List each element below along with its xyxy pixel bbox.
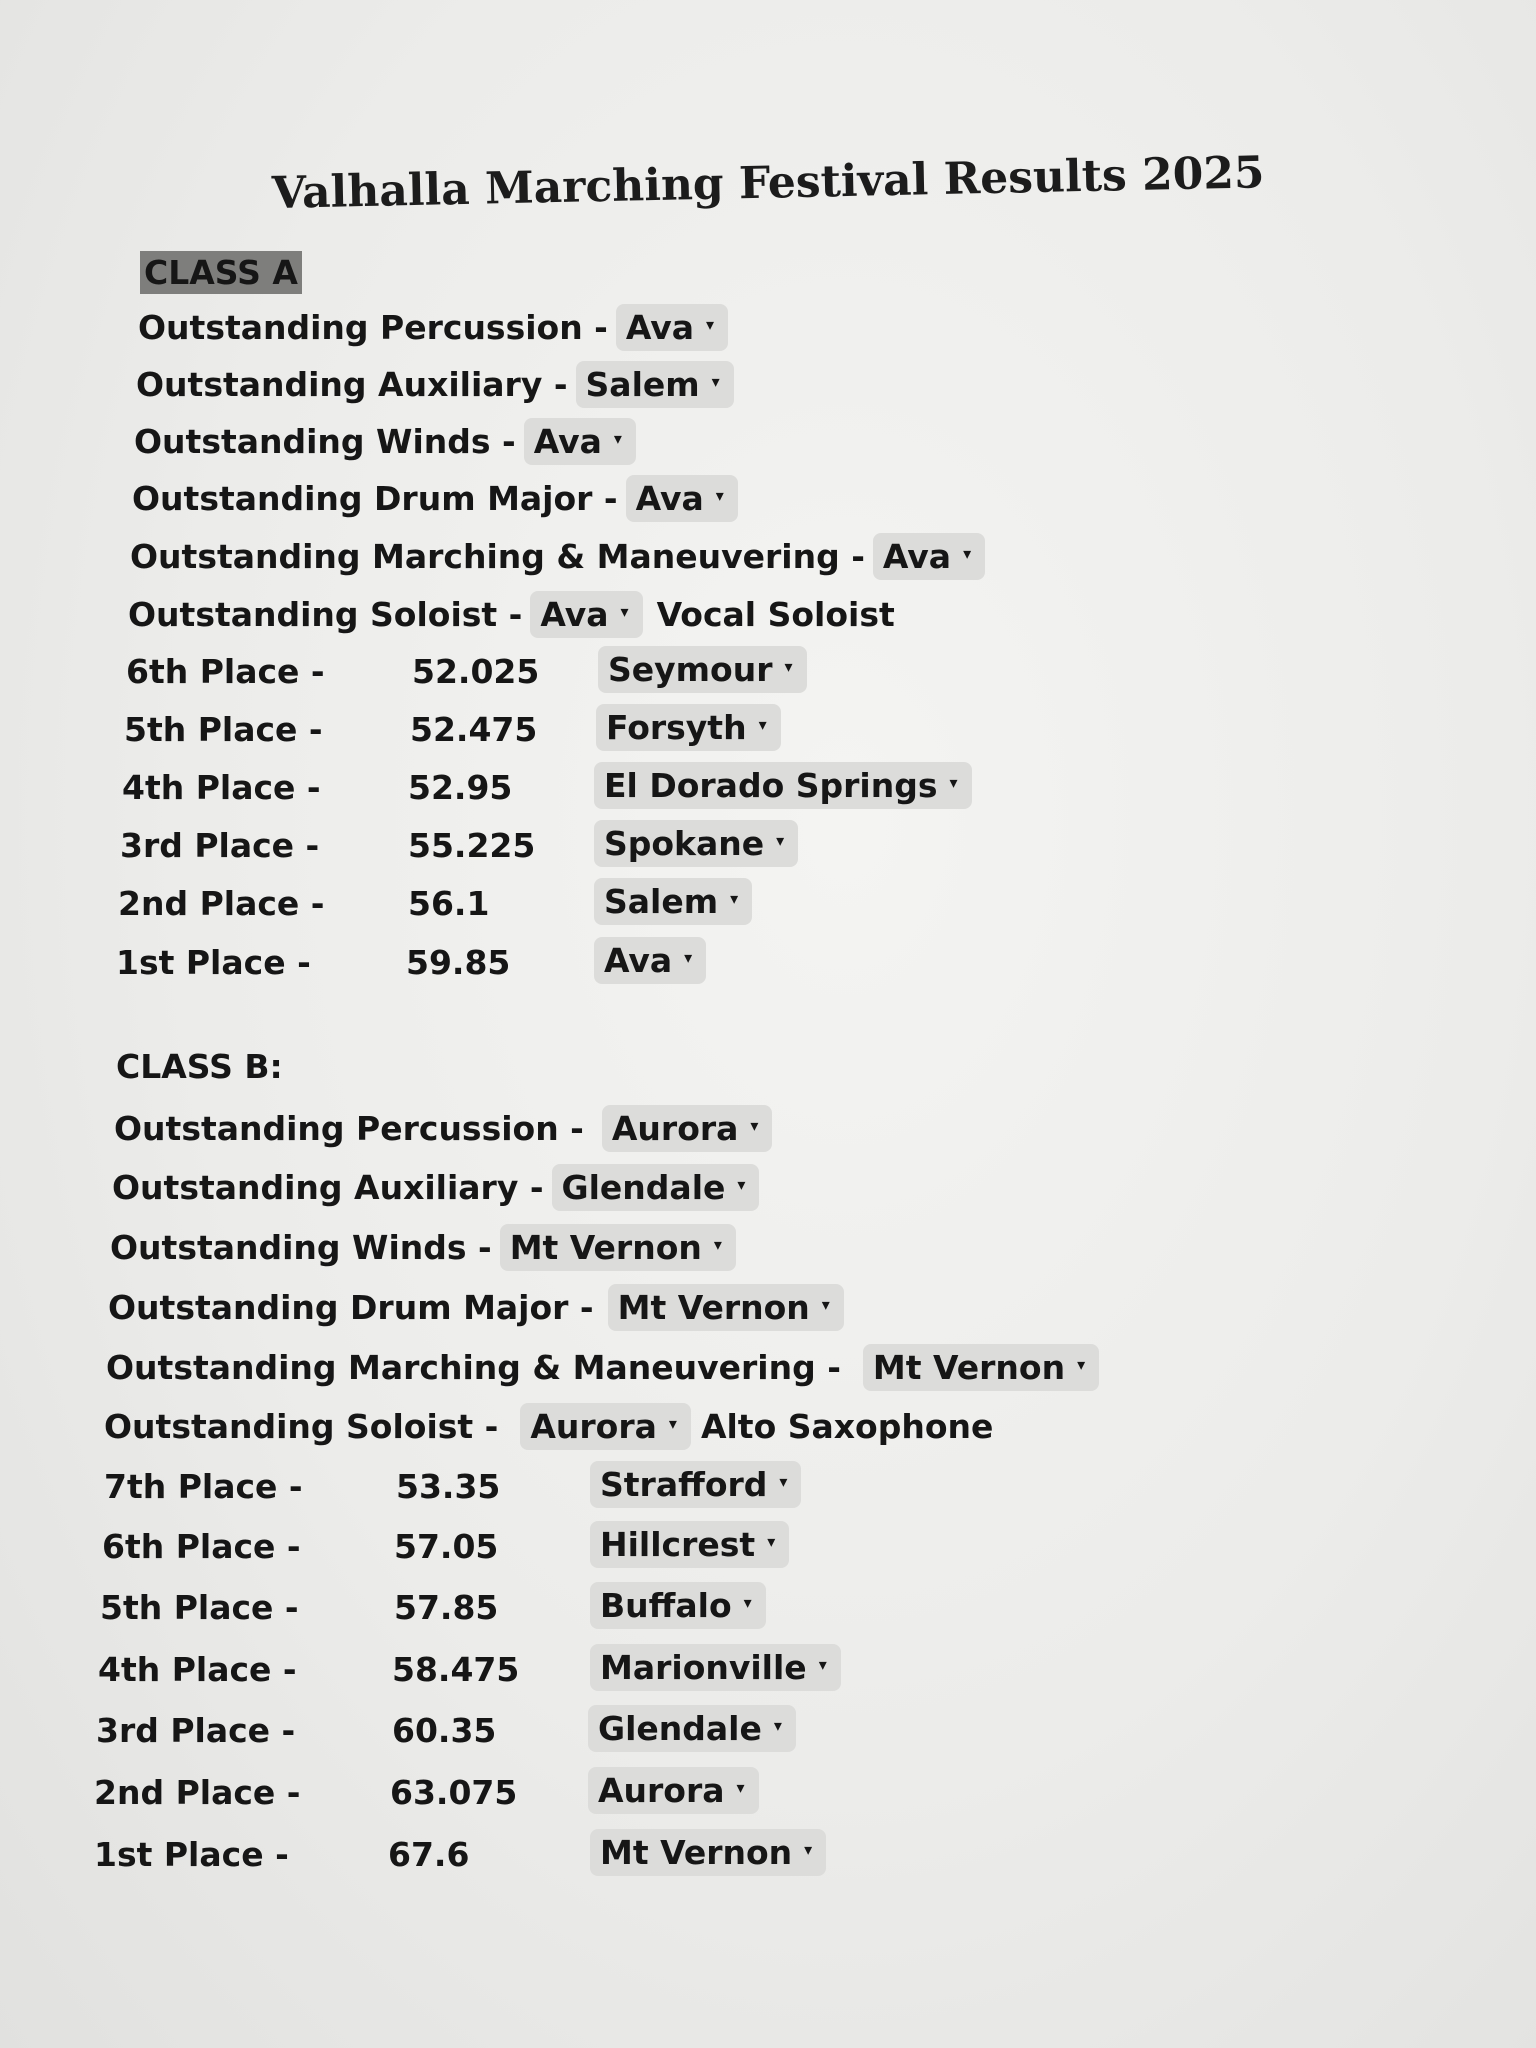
caret-down-icon: ▾ — [711, 371, 720, 391]
winner-name: Ava — [635, 478, 704, 518]
winner-name: Ava — [540, 594, 609, 634]
placing-row — [96, 1705, 996, 1755]
award-row — [106, 1342, 1099, 1392]
placing-row — [102, 1521, 1002, 1571]
caret-down-icon: ▾ — [684, 948, 693, 967]
team-name: Glendale — [598, 1709, 762, 1748]
caret-down-icon: ▾ — [668, 1413, 677, 1433]
winner-name: Salem — [585, 364, 700, 404]
class-a-heading — [140, 253, 302, 292]
caret-down-icon: ▾ — [713, 1234, 722, 1254]
winner-dropdown[interactable] — [602, 1105, 773, 1152]
soloist-instrument: Vocal Soloist — [656, 594, 895, 634]
winner-dropdown[interactable] — [863, 1344, 1099, 1391]
team-name: Hillcrest — [600, 1525, 756, 1564]
award-row — [108, 1282, 844, 1332]
placing-row — [118, 878, 1018, 928]
winner-dropdown[interactable] — [873, 533, 985, 580]
winner-dropdown[interactable] — [552, 1164, 760, 1211]
winner-name: Ava — [625, 307, 695, 347]
placing-row — [116, 937, 1016, 987]
placing-row — [126, 646, 1026, 696]
score: 52.025 — [412, 652, 540, 691]
caret-down-icon: ▾ — [730, 889, 739, 908]
caret-down-icon: ▾ — [620, 601, 629, 621]
caret-down-icon: ▾ — [743, 1593, 752, 1612]
placing-row — [100, 1582, 1000, 1632]
place-label: 4th Place - — [122, 768, 321, 807]
placing-row — [120, 820, 1020, 870]
caret-down-icon: ▾ — [767, 1532, 776, 1551]
team-dropdown[interactable] — [588, 1705, 796, 1752]
winner-name: Mt Vernon — [872, 1347, 1066, 1387]
placing-row — [104, 1461, 1004, 1511]
score: 52.475 — [410, 710, 538, 749]
award-row — [136, 359, 734, 409]
award-label: Outstanding Marching & Maneuvering - — [106, 1347, 841, 1387]
team-dropdown[interactable] — [594, 820, 798, 867]
team-name: Salem — [604, 882, 719, 921]
caret-down-icon: ▾ — [821, 1294, 830, 1314]
team-name: Ava — [604, 941, 673, 980]
winner-name: Mt Vernon — [509, 1227, 702, 1267]
winner-dropdown[interactable] — [608, 1284, 844, 1331]
team-name: Mt Vernon — [600, 1833, 793, 1872]
place-label: 6th Place - — [102, 1527, 301, 1566]
team-name: Aurora — [598, 1771, 725, 1810]
place-label: 2nd Place - — [118, 884, 325, 923]
winner-name: Mt Vernon — [617, 1287, 810, 1327]
caret-down-icon: ▾ — [776, 831, 785, 850]
award-row — [132, 473, 738, 523]
caret-down-icon: ▾ — [758, 715, 767, 734]
score: 52.95 — [408, 768, 513, 807]
place-label: 1st Place - — [94, 1835, 289, 1874]
caret-down-icon: ▾ — [1077, 1354, 1086, 1374]
team-name: Forsyth — [606, 708, 747, 747]
winner-name: Ava — [882, 536, 952, 576]
place-label: 4th Place - — [98, 1650, 297, 1689]
award-row — [112, 1162, 759, 1212]
score: 57.05 — [394, 1527, 499, 1566]
team-dropdown[interactable] — [590, 1461, 801, 1508]
soloist-instrument: Alto Saxophone — [700, 1406, 994, 1446]
score: 53.35 — [396, 1467, 501, 1506]
award-row — [130, 531, 985, 581]
winner-dropdown[interactable] — [500, 1224, 736, 1271]
team-dropdown[interactable] — [596, 704, 781, 751]
placing-row — [94, 1829, 994, 1879]
award-label: Outstanding Drum Major - — [132, 478, 618, 518]
score: 67.6 — [388, 1835, 470, 1874]
winner-name: Glendale — [561, 1167, 726, 1207]
award-row — [114, 1103, 772, 1153]
score: 63.075 — [390, 1773, 518, 1812]
winner-dropdown[interactable] — [616, 304, 728, 351]
caret-down-icon: ▾ — [963, 543, 972, 563]
winner-name: Aurora — [530, 1406, 657, 1446]
team-dropdown[interactable] — [590, 1582, 766, 1629]
place-label: 3rd Place - — [120, 826, 320, 865]
caret-down-icon: ▾ — [736, 1778, 745, 1797]
caret-down-icon: ▾ — [613, 428, 622, 448]
award-label: Outstanding Soloist - — [104, 1406, 499, 1446]
team-name: El Dorado Springs — [604, 766, 938, 805]
score: 58.475 — [392, 1650, 520, 1689]
award-label: Outstanding Soloist - — [128, 594, 523, 634]
team-dropdown[interactable] — [594, 937, 706, 984]
caret-down-icon: ▾ — [715, 485, 724, 505]
team-dropdown[interactable] — [594, 878, 752, 925]
award-row — [134, 416, 636, 466]
winner-dropdown[interactable] — [576, 361, 734, 408]
score: 56.1 — [408, 884, 490, 923]
winner-dropdown[interactable] — [530, 591, 642, 638]
winner-dropdown[interactable] — [626, 475, 738, 522]
placing-row — [122, 762, 1022, 812]
award-label: Outstanding Drum Major - — [108, 1287, 594, 1327]
place-label: 7th Place - — [104, 1467, 303, 1506]
winner-dropdown[interactable] — [524, 418, 636, 465]
team-dropdown[interactable] — [598, 646, 807, 693]
team-name: Strafford — [600, 1465, 768, 1504]
place-label: 6th Place - — [126, 652, 325, 691]
caret-down-icon: ▾ — [949, 773, 958, 792]
score: 60.35 — [392, 1711, 497, 1750]
score: 59.85 — [406, 943, 511, 982]
caret-down-icon: ▾ — [804, 1840, 813, 1859]
team-dropdown[interactable] — [594, 762, 972, 809]
caret-down-icon: ▾ — [784, 657, 793, 676]
team-dropdown[interactable] — [590, 1521, 789, 1568]
award-row — [138, 302, 728, 352]
team-name: Seymour — [608, 650, 773, 689]
team-name: Marionville — [600, 1648, 807, 1687]
place-label: 5th Place - — [100, 1588, 299, 1627]
award-label: Outstanding Winds - — [110, 1227, 492, 1267]
team-dropdown[interactable] — [590, 1644, 841, 1691]
award-row — [110, 1222, 736, 1272]
score: 55.225 — [408, 826, 536, 865]
award-label: Outstanding Winds - — [134, 421, 516, 461]
place-label: 2nd Place - — [94, 1773, 301, 1812]
score: 57.85 — [394, 1588, 499, 1627]
place-label: 3rd Place - — [96, 1711, 296, 1750]
caret-down-icon: ▾ — [818, 1655, 827, 1674]
team-dropdown[interactable] — [590, 1829, 826, 1876]
winner-name: Ava — [533, 421, 602, 461]
award-row — [104, 1401, 993, 1451]
caret-down-icon: ▾ — [773, 1716, 782, 1735]
award-row — [128, 589, 895, 639]
award-label: Outstanding Percussion - — [114, 1108, 584, 1148]
caret-down-icon: ▾ — [779, 1472, 788, 1491]
caret-down-icon: ▾ — [706, 314, 715, 334]
team-dropdown[interactable] — [588, 1767, 759, 1814]
award-label: Outstanding Auxiliary - — [112, 1167, 544, 1207]
page-title: Valhalla Marching Festival Results 2025 — [271, 147, 1266, 219]
place-label: 5th Place - — [124, 710, 323, 749]
placing-row — [94, 1767, 994, 1817]
class-b-heading: CLASS B: — [116, 1047, 283, 1086]
class-a-heading-text: CLASS A — [140, 251, 302, 294]
award-label: Outstanding Marching & Maneuvering - — [130, 536, 865, 576]
placing-row — [124, 704, 1024, 754]
place-label: 1st Place - — [116, 943, 311, 982]
award-label: Outstanding Auxiliary - — [136, 364, 568, 404]
caret-down-icon: ▾ — [737, 1174, 746, 1194]
winner-name: Aurora — [611, 1108, 739, 1148]
award-label: Outstanding Percussion - — [138, 307, 608, 347]
winner-dropdown[interactable] — [520, 1403, 691, 1450]
placing-row — [98, 1644, 998, 1694]
team-name: Spokane — [604, 824, 765, 863]
team-name: Buffalo — [600, 1586, 732, 1625]
caret-down-icon: ▾ — [750, 1115, 759, 1135]
